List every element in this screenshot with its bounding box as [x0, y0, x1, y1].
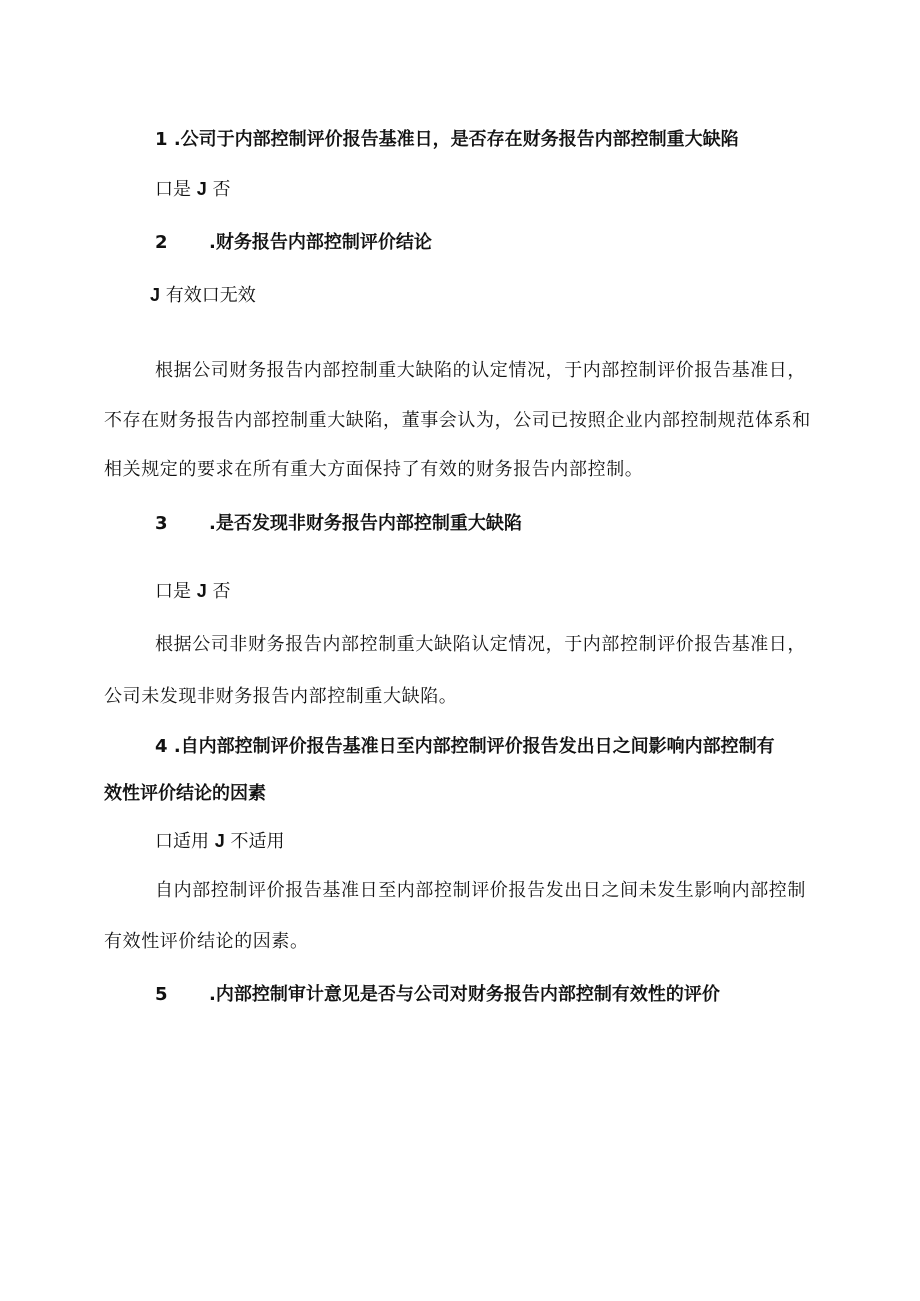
option-no: 否 — [212, 179, 231, 200]
section-2-paragraph-line-2: 不存在财务报告内部控制重大缺陷，董事会认为，公司已按照企业内部控制规范体系和 — [104, 410, 811, 431]
section-1-title: .公司于内部控制评价报告基准日，是否存在财务报告内部控制重大缺陷 — [173, 129, 739, 150]
option-yes: 口是 — [155, 581, 191, 602]
check-mark-icon: J — [196, 179, 207, 199]
section-2-heading — [155, 231, 432, 255]
section-4-options — [155, 829, 284, 854]
section-5-title: .内部控制审计意见是否与公司对财务报告内部控制有效性的评价 — [209, 984, 720, 1005]
section-3-number: 3 — [155, 513, 168, 534]
option-no: 否 — [212, 581, 231, 602]
check-mark-icon: J — [150, 285, 161, 305]
option-effective: 有效口无效 — [165, 285, 256, 306]
section-2-paragraph-line-1: 根据公司财务报告内部控制重大缺陷的认定情况，于内部控制评价报告基准日， — [155, 360, 806, 381]
section-3-title: .是否发现非财务报告内部控制重大缺陷 — [209, 513, 522, 534]
check-mark-icon: J — [196, 581, 207, 601]
section-4-heading-line-2: 效性评价结论的因素 — [104, 783, 266, 804]
section-2-options — [150, 283, 256, 308]
section-5-number: 5 — [155, 984, 168, 1005]
section-1-options — [155, 177, 230, 202]
section-2-number: 2 — [155, 232, 168, 253]
check-mark-icon: J — [214, 831, 225, 851]
section-4-heading-line-1 — [155, 735, 775, 759]
section-2-paragraph-line-3: 相关规定的要求在所有重大方面保持了有效的财务报告内部控制。 — [104, 459, 644, 480]
section-3-paragraph-line-2: 公司未发现非财务报告内部控制重大缺陷。 — [104, 686, 458, 707]
section-2-title: .财务报告内部控制评价结论 — [209, 232, 432, 253]
section-4-paragraph-line-2: 有效性评价结论的因素。 — [104, 931, 309, 952]
section-1-heading — [155, 128, 739, 152]
section-3-paragraph-line-1: 根据公司非财务报告内部控制重大缺陷认定情况，于内部控制评价报告基准日， — [155, 634, 806, 655]
option-yes: 口是 — [155, 179, 191, 200]
section-3-heading — [155, 512, 522, 536]
section-1-number: 1 — [155, 129, 168, 150]
section-4-paragraph-line-1: 自内部控制评价报告基准日至内部控制评价报告发出日之间未发生影响内部控制 — [155, 880, 806, 901]
option-applicable: 口适用 — [155, 831, 209, 852]
section-4-title-part-1: .自内部控制评价报告基准日至内部控制评价报告发出日之间影响内部控制有 — [173, 736, 775, 757]
section-5-heading — [155, 983, 720, 1007]
section-4-number: 4 — [155, 736, 168, 757]
option-not-applicable: 不适用 — [230, 831, 285, 852]
section-3-options — [155, 579, 230, 604]
